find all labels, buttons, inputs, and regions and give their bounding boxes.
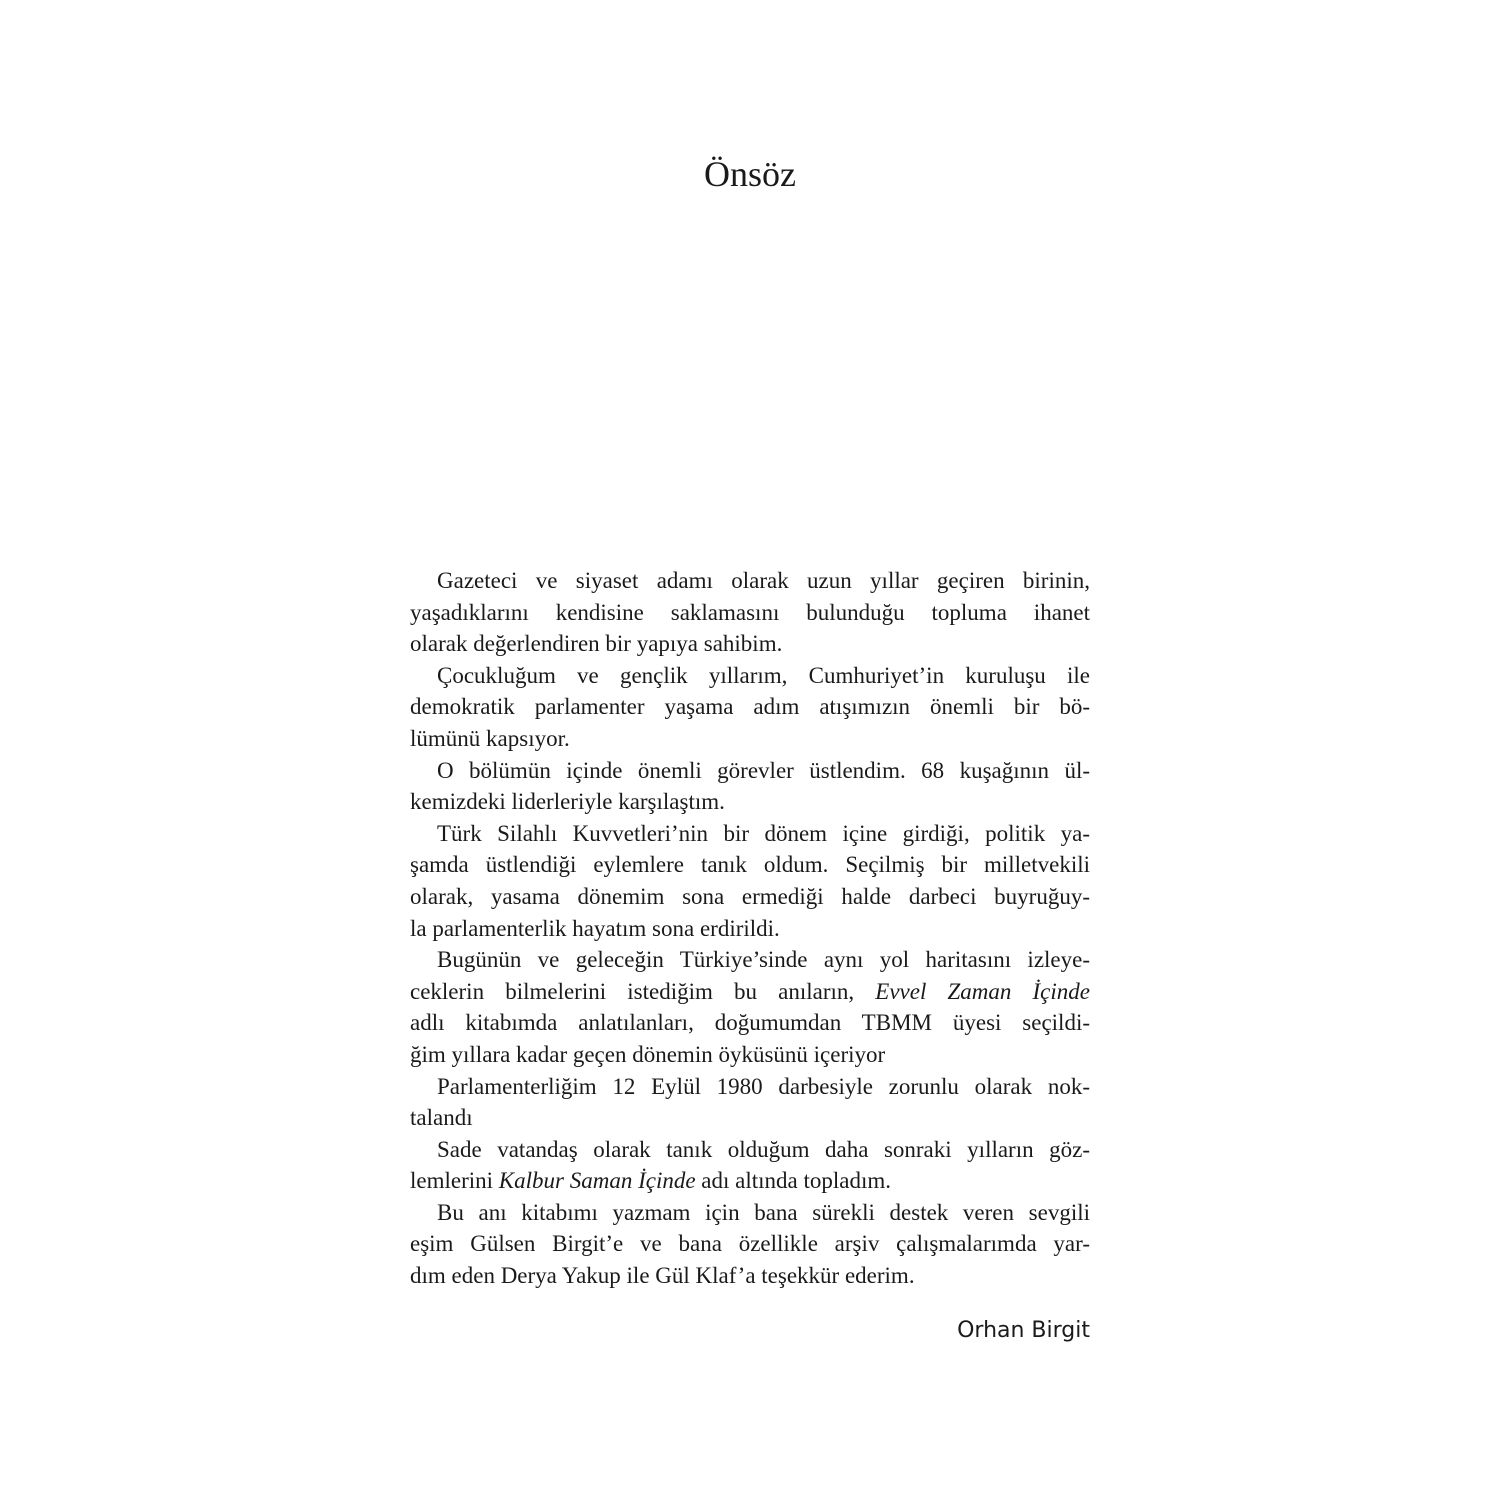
text-line — [410, 1165, 1090, 1197]
text-line: Türk Silahlı Kuvvetleri’nin bir dönem içine girdiği, politik ya- — [437, 820, 1090, 846]
text-line: talandı — [410, 1105, 473, 1131]
text-segment: lemlerini — [410, 1168, 499, 1194]
text-line — [410, 976, 1090, 1008]
text-line: lümünü kapsıyor. — [410, 725, 570, 751]
text-line: olarak değerlendiren bir yapıya sahibim. — [410, 631, 783, 657]
text-line: Sade vatandaş olarak tanık olduğum daha sonraki yılların göz- — [437, 1136, 1090, 1162]
text-line: Bu anı kitabımı yazmam için bana sürekli destek veren sevgili — [437, 1199, 1090, 1225]
text-line: O bölümün içinde önemli görevler üstlendim. 68 kuşağının ül- — [437, 757, 1090, 783]
text-segment: adı altında topladım. — [695, 1168, 892, 1194]
book-title-italic: Evvel Zaman İçinde — [875, 978, 1090, 1004]
text-line: la parlamenterlik hayatım sona erdirildi. — [410, 915, 780, 941]
text-line: ğim yıllara kadar geçen dönemin öyküsünü içeriyor — [410, 1041, 886, 1067]
text-line: Çocukluğum ve gençlik yıllarım, Cumhuriyet’in kuruluşu ile — [437, 662, 1090, 688]
author-signature: Orhan Birgit — [957, 1318, 1090, 1343]
text-segment: ceklerin bilmelerini istediğim bu anıların, — [410, 978, 876, 1004]
text-line: Parlamenterliğim 12 Eylül 1980 darbesiyle zorunlu olarak nok- — [437, 1073, 1090, 1099]
text-line: Gazeteci ve siyaset adamı olarak uzun yıllar geçiren birinin, — [437, 568, 1090, 593]
text-line: yaşadıklarını kendisine saklamasını bulunduğu topluma ihanet — [410, 599, 1090, 625]
text-line: eşim Gülsen Birgit’e ve bana özellikle arşiv çalışmalarımda yar- — [410, 1231, 1090, 1257]
text-line: adlı kitabımda anlatılanları, doğumumdan TBMM üyesi seçildi- — [410, 1010, 1090, 1036]
text-line: demokratik parlamenter yaşama adım atışımızın önemli bir bö- — [410, 694, 1090, 720]
text-line: olarak, yasama dönemim sona ermediği halde darbeci buyruğuy- — [410, 883, 1090, 909]
page-title: Önsöz — [704, 154, 796, 194]
text-line: dım eden Derya Yakup ile Gül Klaf’a teşekkür ederim. — [410, 1263, 915, 1289]
book-title-italic: Kalbur Saman İçinde — [498, 1168, 696, 1194]
text-line: kemizdeki liderleriyle karşılaştım. — [410, 789, 725, 815]
text-line: Bugünün ve geleceğin Türkiye’sinde aynı yol haritasını izleye- — [437, 947, 1090, 973]
preface-body — [410, 565, 1090, 1292]
text-line: şamda üstlendiği eylemlere tanık oldum. Seçilmiş bir milletvekili — [410, 852, 1090, 878]
